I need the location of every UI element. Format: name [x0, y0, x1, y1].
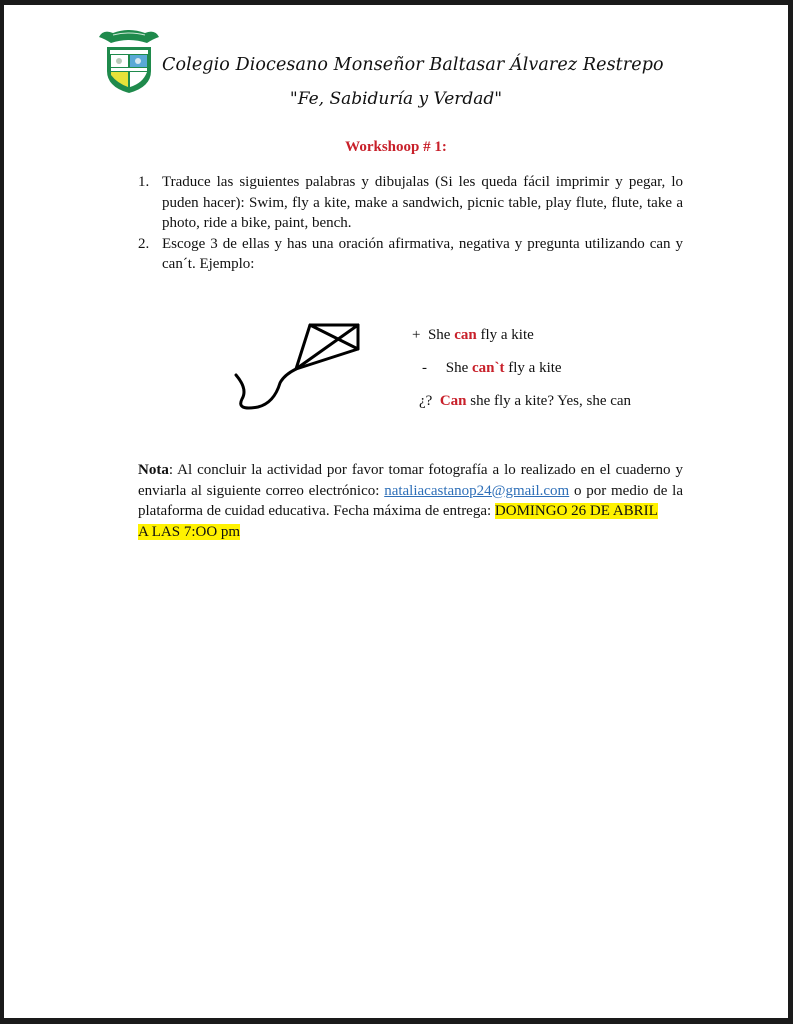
instruction-item	[138, 172, 683, 234]
instruction-text: Traduce las siguientes palabras y dibujalas (Si les queda fácil imprimir y pegar, lo puden hacer): Swim, fly a kite, make a sandwich, picnic table, play flute, flute, take a photo, ride a bike, paint, bench.	[162, 174, 683, 231]
instruction-number: 1.	[138, 174, 150, 190]
note-text-2: o por medio de la plataforma de cuidad educativa. Fecha máxima de entrega:	[138, 482, 683, 519]
negative-sign: -	[422, 360, 427, 376]
document-page	[4, 5, 788, 1018]
instruction-text: Escoge 3 de ellas y has una oración afirmativa, negativa y pregunta utilizando can y can´t. Ejemplo:	[162, 235, 683, 272]
instruction-item	[138, 234, 683, 275]
example-affirmative	[412, 327, 534, 344]
instruction-number: 2.	[138, 235, 150, 252]
question-sign: ¿?	[419, 393, 433, 409]
deadline-highlight-2: A LAS 7:OO pm	[138, 523, 241, 540]
example-question	[419, 393, 631, 410]
school-motto: "Fe, Sabiduría y Verdad"	[289, 89, 503, 109]
affirmative-keyword: can	[454, 327, 477, 343]
instructions-list	[138, 172, 683, 275]
affirmative-subject: She	[427, 327, 451, 343]
example-negative	[422, 360, 562, 377]
negative-keyword: can`t	[472, 360, 505, 376]
email-link[interactable]: nataliacastanop24@gmail.com	[384, 482, 570, 499]
affirmative-rest: fly a kite	[480, 327, 534, 343]
question-rest: she fly a kite? Yes, she can	[470, 393, 632, 409]
school-name: Colegio Diocesano Monseñor Baltasar Álvarez Restrepo	[162, 55, 664, 75]
deadline-highlight-1: DOMINGO 26 DE ABRIL	[494, 503, 658, 519]
note-text-1: : Al concluir la actividad por favor tomar fotografía a lo realizado en el cuaderno y enviarla al siguiente correo electrónico:	[138, 462, 683, 499]
kite-icon	[228, 323, 368, 415]
school-crest-icon	[97, 25, 161, 95]
question-keyword: Can	[439, 393, 467, 409]
negative-subject: She	[445, 360, 469, 376]
workshop-title: Workshoop # 1:	[345, 139, 447, 155]
note-label: Nota	[138, 462, 169, 478]
note-paragraph	[138, 460, 683, 542]
negative-rest: fly a kite	[508, 360, 562, 376]
affirmative-sign: +	[412, 327, 421, 343]
